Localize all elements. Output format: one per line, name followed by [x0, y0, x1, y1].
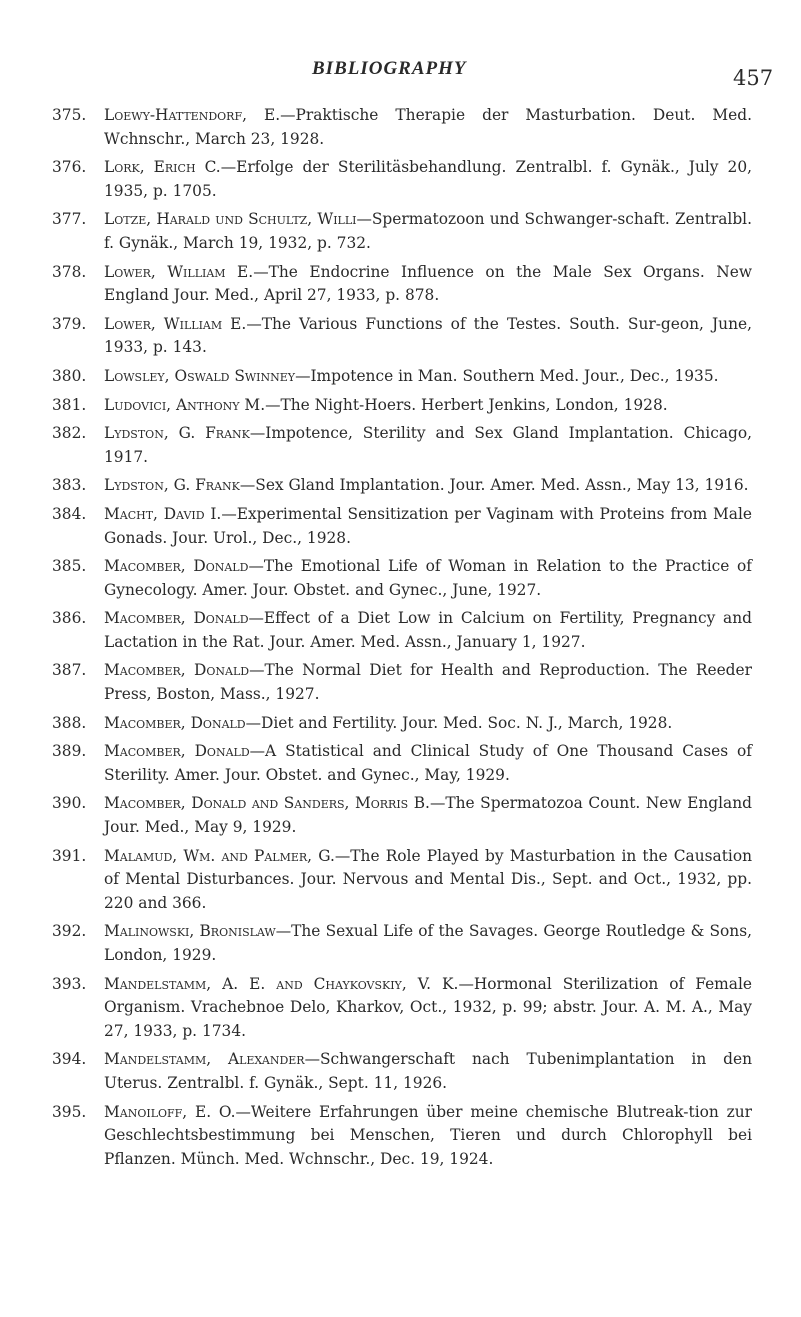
entry-number: 384.: [52, 504, 87, 523]
entry-author: Manoiloff, E. O.: [104, 1102, 236, 1121]
entry-number: 386.: [52, 609, 87, 628]
entry-citation: —Weitere Erfahrungen über meine chemische Blutreak-tion zur Geschlechtsbestimmung bei Menschen, Tieren und durch Chlorophyll bei Pflanzen. Münch. Med. Wchnschr., Dec. 19, 1924.: [104, 1102, 752, 1168]
entry-number: 383.: [52, 476, 87, 495]
entry-number: 381.: [52, 395, 87, 414]
bibliography-entry: [52, 365, 752, 389]
bibliography-entry: [52, 474, 752, 498]
entry-number: 389.: [52, 742, 87, 761]
entry-author: Macht, David I.: [104, 504, 222, 523]
entry-number: 377.: [52, 210, 87, 229]
bibliography-entry: [52, 659, 752, 706]
bibliography-entry: [52, 712, 752, 736]
entry-citation: —Schwangerschaft nach Tubenimplantation in den Uterus. Zentralbl. f. Gynäk., Sept. 11, 1926.: [104, 1050, 752, 1092]
entry-number: 388.: [52, 713, 87, 732]
entry-author: Lydston, G. Frank: [104, 424, 250, 443]
entry-author: Malinowski, Bronislaw: [104, 922, 276, 941]
bibliography-entry: [52, 422, 752, 469]
bibliography-entry: [52, 1048, 752, 1095]
running-head: BIBLIOGRAPHY: [312, 58, 467, 79]
entry-citation: —Sex Gland Implantation. Jour. Amer. Med. Assn., May 13, 1916.: [239, 476, 749, 495]
entry-author: Ludovici, Anthony M.: [104, 395, 266, 414]
entry-number: 394.: [52, 1050, 87, 1069]
entry-author: Mandelstamm, Alexander: [104, 1050, 305, 1069]
entry-number: 376.: [52, 158, 87, 177]
bibliography-entry: [52, 208, 752, 255]
bibliography-entry: [52, 555, 752, 602]
bibliography-entry: [52, 920, 752, 967]
entry-author: Malamud, Wm. and Palmer, G.: [104, 846, 335, 865]
bibliography-entry: [52, 792, 752, 839]
entry-author: Macomber, Donald: [104, 609, 249, 628]
entry-citation: —The Role Played by Masturbation in the Causation of Mental Disturbances. Jour. Nervous and Mental Dis., Sept. and Oct., 1932, pp. 220 and 366.: [104, 846, 753, 912]
bibliography-entry: [52, 503, 752, 550]
bibliography-entry: [52, 1101, 752, 1172]
bibliography-entry: [52, 973, 752, 1044]
entry-number: 375.: [52, 106, 87, 124]
entry-author: Macomber, Donald: [104, 713, 246, 732]
entry-author: Lork, Erich C.: [104, 158, 221, 177]
entry-number: 380.: [52, 366, 87, 385]
entry-author: Macomber, Donald: [104, 661, 250, 680]
entry-citation: —Diet and Fertility. Jour. Med. Soc. N. J., March, 1928.: [245, 713, 673, 732]
entry-author: Macomber, Donald: [104, 557, 249, 576]
bibliography-entry: [52, 845, 752, 916]
bibliography-entry: [52, 607, 752, 654]
entry-citation: —Effect of a Diet Low in Calcium on Fertility, Pregnancy and Lactation in the Rat. Jour. Amer. Med. Assn., January 1, 1927.: [104, 609, 752, 651]
entry-author: Lowsley, Oswald Swinney: [104, 366, 296, 385]
bibliography-entry: [52, 394, 752, 418]
entry-author: Macomber, Donald and Sanders, Morris B.: [104, 794, 430, 813]
bibliography-entry: [52, 156, 752, 203]
entry-number: 379.: [52, 314, 87, 333]
entry-number: 393.: [52, 974, 87, 993]
entry-author: Lower, William E.: [104, 262, 254, 281]
entry-citation: —Praktische Therapie der Masturbation. Deut. Med. Wchnschr., March 23, 1928.: [104, 106, 752, 148]
entry-citation: —The Endocrine Influence on the Male Sex Organs. New England Jour. Med., April 27, 1933, p. 878.: [104, 262, 752, 305]
bibliography-entry: [52, 261, 752, 308]
bibliography-list: [52, 104, 752, 1176]
entry-citation: —Erfolge der Sterilitäsbehandlung. Zentralbl. f. Gynäk., July 20, 1935, p. 1705.: [104, 158, 752, 200]
bibliography-entry: [52, 313, 752, 360]
entry-number: 392.: [52, 922, 87, 941]
entry-citation: —The Night-Hoers. Herbert Jenkins, London, 1928.: [265, 395, 668, 414]
entry-citation: —The Sexual Life of the Savages. George Routledge & Sons, London, 1929.: [104, 922, 752, 964]
entry-number: 395.: [52, 1102, 87, 1121]
entry-number: 387.: [52, 661, 87, 680]
entry-author: Lydston, G. Frank: [104, 476, 240, 495]
entry-author: Lower, William E.: [104, 314, 247, 333]
entry-citation: —Hormonal Sterilization of Female Organism. Vrachebnoe Delo, Kharkov, Oct., 1932, p. 99; abstr. Jour. A. M. A., May 27, 1933, p. 1734.: [104, 974, 752, 1040]
entry-citation: —Impotence in Man. Southern Med. Jour., Dec., 1935.: [295, 366, 719, 385]
entry-author: Loewy-Hattendorf, E.: [104, 106, 281, 124]
entry-author: Lotze, Harald und Schultz, Willi: [104, 210, 357, 229]
bibliography-entry: [52, 104, 752, 151]
entry-citation: —Impotence, Sterility and Sex Gland Implantation. Chicago, 1917.: [104, 424, 752, 466]
entry-author: Mandelstamm, A. E. and Chaykovskiy, V. K.: [104, 974, 459, 993]
bibliography-entry: [52, 740, 752, 787]
entry-citation: —Experimental Sensitization per Vaginam with Proteins from Male Gonads. Jour. Urol., Dec., 1928.: [104, 504, 752, 547]
entry-number: 378.: [52, 262, 87, 281]
entry-number: 390.: [52, 794, 87, 813]
entry-citation: —The Spermatozoa Count. New England Jour. Med., May 9, 1929.: [104, 794, 752, 837]
entry-citation: —The Various Functions of the Testes. South. Sur-geon, June, 1933, p. 143.: [104, 314, 752, 357]
entry-citation: —A Statistical and Clinical Study of One Thousand Cases of Sterility. Amer. Jour. Obstet. and Gynec., May, 1929.: [104, 742, 752, 784]
page-number: 457: [733, 66, 774, 90]
entry-number: 385.: [52, 557, 87, 576]
entry-number: 391.: [52, 846, 87, 865]
entry-citation: —Spermatozoon und Schwanger-schaft. Zentralbl. f. Gynäk., March 19, 1932, p. 732.: [104, 210, 752, 252]
entry-citation: —The Normal Diet for Health and Reproduction. The Reeder Press, Boston, Mass., 1927.: [104, 661, 752, 704]
entry-citation: —The Emotional Life of Woman in Relation to the Practice of Gynecology. Amer. Jour. Obstet. and Gynec., June, 1927.: [104, 557, 752, 599]
entry-author: Macomber, Donald: [104, 742, 250, 761]
entry-number: 382.: [52, 424, 87, 443]
